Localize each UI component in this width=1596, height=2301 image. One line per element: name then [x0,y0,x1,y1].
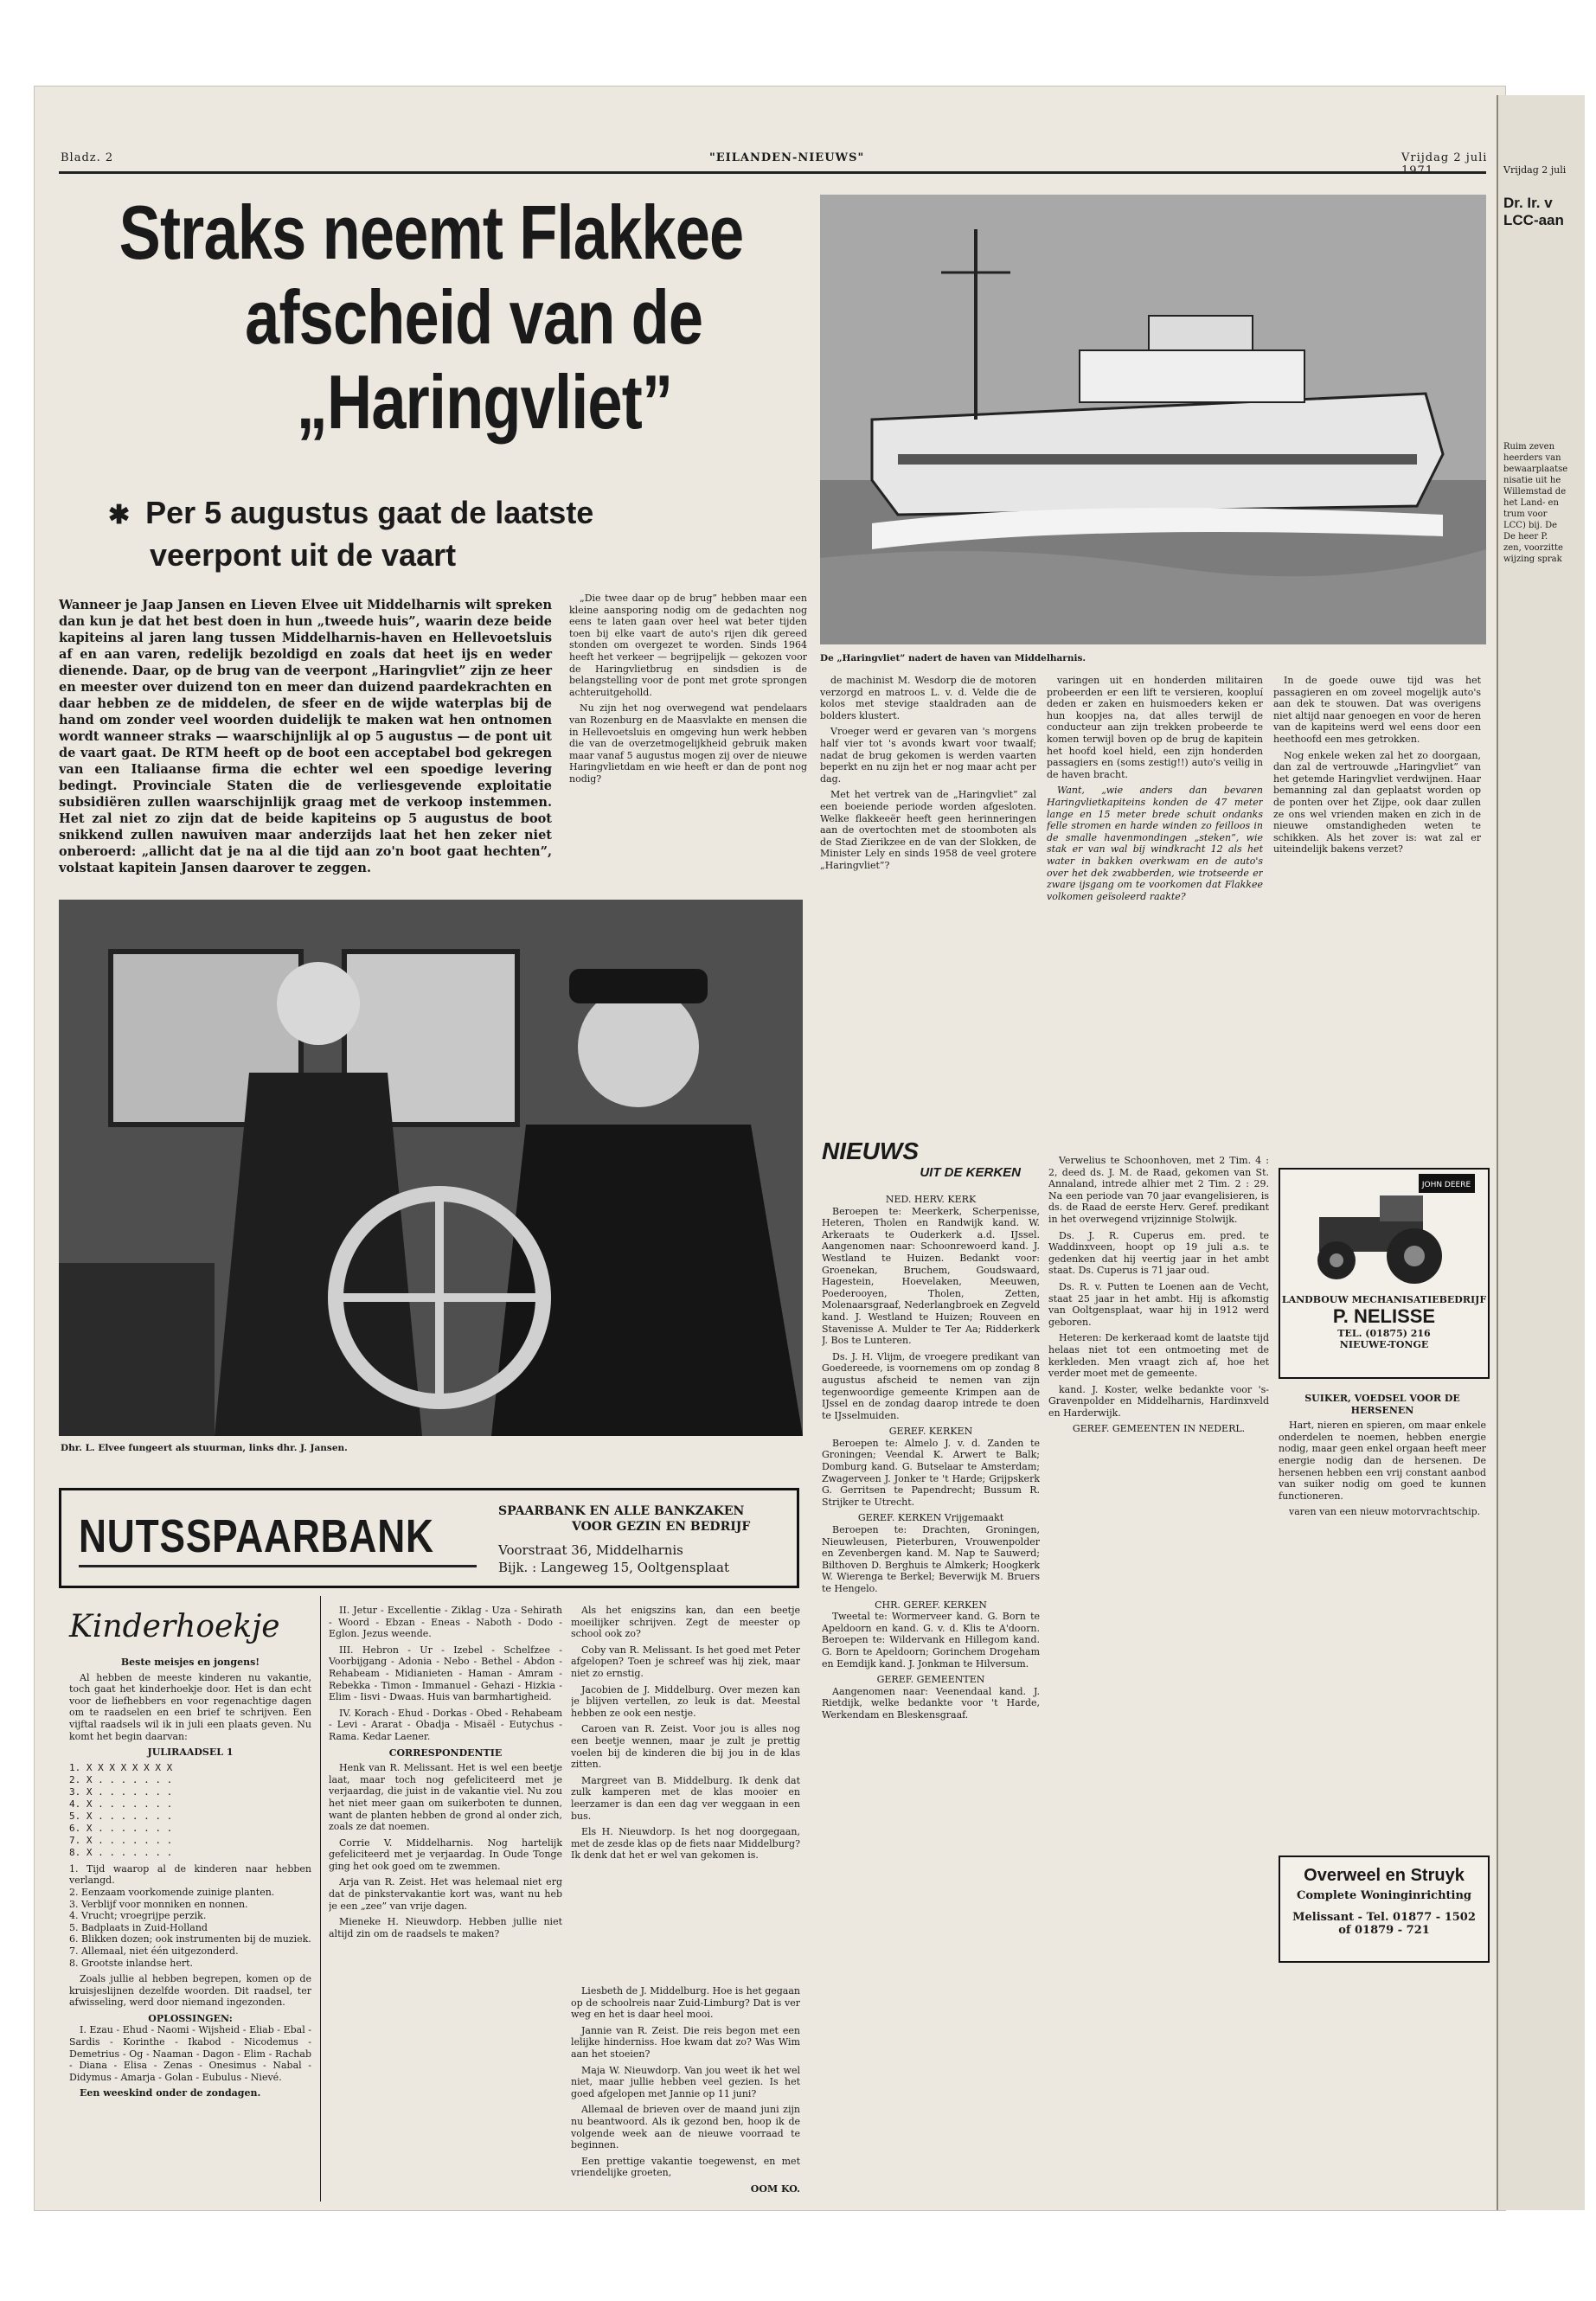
clue: 7. Allemaal, niet één uitgezonderd. [69,1945,239,1957]
kids-greeting: Beste meisjes en jongens! [120,1657,260,1668]
next-line: De heer P. [1503,532,1548,542]
column-paragraph: kand. J. Koster, welke bedankte voor 's-Gravenpolder en Middelharnis, Hardinxveld en Harderwijk. [1048,1383,1269,1419]
column-paragraph: Jacobien de J. Middelburg. Over mezen kan je blijven vertellen, zo leuk is dat. Meestal hebben ze ook een nestje. [571,1683,800,1719]
column-paragraph: Ds. J. R. Cuperus em. pred. te Waddinxveen, hoopt op 19 juli a.s. te gedenken dat hij veertig jaar in het ambt staat. Ds. Cuperus is 71 jaar oud. [1048,1229,1269,1277]
next-page-date: Vrijdag 2 juli [1503,164,1567,176]
header-rule [59,171,1486,174]
column-f [1279,1393,1486,1843]
star-icon: ✱ [108,501,131,529]
crew-illustration [59,900,803,1436]
headline-line-2: afscheid van de [245,274,703,360]
clue: 6. Blikken dozen; ook instrumenten bij de muziek. [69,1933,311,1945]
kinderhoekje-column-1 [69,1657,311,2210]
next-line: Ruim zeven [1503,442,1555,452]
kinderhoekje-column-2 [329,1605,562,2202]
subheadline [108,493,593,575]
nelisse-ad [1279,1168,1490,1379]
grid-row: 8. X . . . . . . . [69,1846,173,1858]
bank-name: NUTSSPAARBANK [79,1510,434,1562]
bank-underline [79,1565,477,1567]
ferry-illustration [820,195,1486,644]
grid-row: 1. X X X X X X X X [69,1761,173,1773]
next-line: Willemstad de [1503,487,1567,497]
sugar-title: SUIKER, VOEDSEL VOOR DE HERSENEN [1304,1393,1460,1416]
crew-photo [59,900,803,1436]
ad-company: LANDBOUW MECHANISATIEBEDRIJF [1281,1294,1487,1305]
clue: 5. Badplaats in Zuid-Holland [69,1921,208,1933]
puzzle-title: JULIRAADSEL 1 [147,1747,234,1759]
correspondentie-title: CORRESPONDENTIE [388,1747,503,1759]
column-paragraph: Els H. Nieuwdorp. Is het nog doorgegaan, met de zesde klas op de fiets naar Middelburg? Ik denk dat het er wel van gekomen is. [571,1826,800,1862]
column-paragraph: Nog enkele weken zal het zo doorgaan, dan zal de vertrouwde „Haringvliet” van het getemde Haringvliet verdwijnen. Haar bemanning zal dan geplaatst worden op de ponten over het Zijpe, ook daar zullen ze ons wel vrienden maken en zich in de nieuwe omstandigheden weten te schikken. Als het zover is: wat zal er uiteindelijk bakens verzet? [1273,749,1481,856]
headline-line-1: Straks neemt Flakkee [119,189,744,275]
column-paragraph: IV. Korach - Ehud - Dorkas - Obed - Rehabeam - Levi - Ararat - Obadja - Misaël - Eutychus - Rama. Kedar Laener. [329,1707,562,1742]
kinderhoekje-column-3 [571,1605,800,1977]
column-paragraph: Mieneke H. Nieuwdorp. Hebben jullie niet altijd zin om de raadsels te maken? [329,1916,562,1939]
column-paragraph: Caroen van R. Zeist. Voor jou is alles nog een beetje wennen, maar je zult je prettig voelen bij de kinderen die bij jou in de klas zitten. [571,1723,800,1771]
subhead-line-1: Per 5 augustus gaat de laatste [145,495,594,530]
kerk-section-body: Beroepen te: Almelo J. v. d. Zanden te Groningen; Veendal K. Arwert te Balk; Domburg kand. G. Butselaar te Amsterdam; Zwagerveen J. Jonker te 't Harde; Grijpskerk G. Gerritsen te Papendrecht; Bussum R. Strijker te Utrecht. [822,1437,1040,1508]
column-paragraph: varingen uit en honderden militairen probeerden er een lift te versieren, koopluí deden er zaken en huismoeders keken er hun koopjes na, dat alles terwijl de conducteur aan zijn trekken probeerde te komen terwijl boven op de brug de kapitein het hoofd koel hield, een zijn honderden passagiers en (soms zestig!!) auto's veilig in de haven bracht. [1047,675,1263,780]
grid-row: 5. X . . . . . . . [69,1810,173,1822]
column-paragraph: II. Jetur - Excellentie - Ziklag - Uza - Sehirath - Woord - Ebzan - Eneas - Naboth - Dodo - Eglon. Jezus weende. [329,1605,562,1640]
ad-place: NIEUWE-TONGE [1339,1339,1429,1350]
column-paragraph: Verwelius te Schoonhoven, met 2 Tim. 4 : 2, deed ds. J. M. de Raad, gekomen van St. Annaland, intrede alhier met 2 Tim. 2 : 29. Na een periode van 70 jaar evangelisieren, is ds. de Raad de eerste Herv. Geref. predikant in het overwegend vrijzinnige Stolwijk. [1048,1155,1269,1225]
page-label: Bladz. 2 [61,151,114,164]
column-e [1048,1155,1269,2206]
puzzle-grid [69,1762,311,1859]
headline-line-3: „Haringvliet” [296,359,673,445]
bank-tagline-1: SPAARBANK EN ALLE BANKZAKEN [498,1504,745,1518]
column-paragraph: Jannie van R. Zeist. Die reis begon met een lelijke hinderniss. Hoe kwam dat zo? Was Wim aan het stoeien? [571,2024,800,2060]
next-line: heerders van [1503,453,1561,463]
next-line: wijzing sprak [1503,554,1562,564]
kerk-column [822,1194,1040,2206]
next-page-head: Dr. Ir. v LCC-aan [1503,195,1564,228]
next-line: het Land- en [1503,498,1559,508]
article-lead: Wanneer je Jaap Jansen en Lieven Elvee uit Middelharnis wilt spreken dan kun je dat het best doen in hun „tweede huis”, waarin deze beide kapiteins al jaren lang tussen Middelharnis-haven en Hellevoetsluis af en aan varen, redelijk bezoldigd en zoals dat heet ijs en weder dienende. Daar, op de brug van de veerpont „Haringvliet” zijn ze heer en meester over duizend ton en meer dan duizend paardekrachten en daar hebben ze de middelen, de sfeer en de wijde waterplas bij de hand om zonder veel woorden duidelijk te maken wat hen ontnomen wordt wanneer straks — waarschijnlijk al op 5 augustus — de pont uit de vaart gaat. De RTM heeft op de boot een acceptabel bod gekregen van een Italiaanse firma die echter wel een spoedige levering bedingt. Provinciale Staten die de verliesgevende exploitatie subsidiëren zullen waarschijnlijk graag met de verkoop instemmen. Het zal niet zo zijn dat de beide kapiteins op 5 augustus de boot snikkend zullen nawuiven maar anderzijds laat het hen zeker niet onberoerd: „allicht dat je na al die tijd aan zo'n boot gaat hechten”, volstaat kapitein Jansen daarover te zeggen. [59,598,552,875]
column-subhead: GEREF. GEMEENTEN IN NEDERL. [1072,1423,1246,1435]
ferry-photo [820,195,1486,644]
grid-row: 3. X . . . . . . . [69,1785,173,1798]
paper-name: "EILANDEN-NIEUWS" [709,151,865,164]
column-paragraph: Heteren: De kerkeraad komt de laatste tijd helaas niet tot een ontmoeting met de kerkleden. Men vraagt zich af, hoe het verder moet met de gemeente. [1048,1332,1269,1380]
column-paragraph: Margreet van B. Middelburg. Ik denk dat zulk kamperen met de klas mooier en leerzamer is dan een dag ver weggaan in een bus. [571,1774,800,1822]
article-column-3 [1047,675,1263,1159]
kerk-section-body: Beroepen te: Drachten, Groningen, Nieuwleusen, Pieterburen, Vrouwenpolder en Zevenbergen kand. M. Nap te Sauwerd; Bilthoven D. Berghuis te Almkerk; Hoogkerk W. Wierenga te Berkel; Beverwijk M. Bruers te Hengelo. [822,1524,1040,1594]
kerk-section-head: GEREF. KERKEN Vrijgemaakt [857,1512,1004,1524]
column-paragraph-italic: Want, „wie anders dan bevaren Haringvlietkapiteins konden de 47 meter lange en 15 meter brede schuit ondanks felle stromen en harde winden zo feilloos in de smalle havenmondingen „steken”, wie stak er van wal bij windkracht 12 als het water in bakken overkwam en de auto's over het dek zwabberden, wie trotseerde er zware ijsgang om te voorkomen dat Flakkee volkomen geïsoleerd raakte? [1047,785,1263,902]
solution: I. Ezau - Ehud - Naomi - Wijsheid - Eliab - Ebal - Sardis - Korinthe - Ikabod - Nicodemus - Demetrius - Og - Naaman - Dagon - Elim - Rachab - Diana - Elisa - Zenas - Onesimus - Nabal - Didymus - Amarja - Golan - Eubulus - Nievé. [69,2024,311,2083]
kerk-title [822,1138,1038,1180]
kerk-section-body: Beroepen te: Meerkerk, Scherpenisse, Heteren, Tholen en Randwijk kand. W. Arkeraats te Ouderkerk a.d. IJssel. Aangenomen naar: Schoonrewoerd kand. J. Westland te Huizen. Bedankt voor: Groenekan, Bruchem, Goudswaard, Hagestein, Hoevelaken, Meeuwen, Poederooyen, Tholen, Zetten, Molenaarsgraaf, Nederlangbroek en Zegveld kand. J. Westland te Huizen; Rouveen en Stavenisse A. Mulder te Ter Aa; Ridderkerk J. Bos te Lunteren. [822,1205,1040,1347]
kerk-title-2: UIT DE KERKEN [920,1165,1021,1180]
column-paragraph: Ds. R. v. Putten te Loenen aan de Vecht, staat 25 jaar in het ambt. Hij is afkomstig van Ooltgensplaat, waar hij in 1912 werd geboren. [1048,1280,1269,1328]
brand-label: JOHN DEERE [1421,1181,1471,1189]
bank-tagline-2: VOOR GEZIN EN BEDRIJF [572,1520,751,1534]
ad2-tel2: of 01879 - 721 [1338,1924,1430,1937]
kerk-section-body: Tweetal te: Wormerveer kand. G. Born te Apeldoorn en kand. G. v. d. Klis te A'doorn. Beroepen te: Wildervank en Hillegom kand. G. Born te Apeldoorn; Gorinchem Drogeham en Eemdijk kand. J. Jonkman te Hilversum. [822,1611,1040,1670]
kids-closing: Zoals jullie al hebben begrepen, komen op de kruisjeslijnen dezelfde woorden. Dit raadsel, ter afwisseling, werd door niemand ingezonden. [69,1973,311,2009]
kerk-section-body: Aangenomen naar: Veenendaal kand. J. Rietdijk, welke bedankte voor 't Harde, Werkendam en Bleskensgraaf. [822,1685,1040,1721]
column-paragraph: Allemaal de brieven over de maand juni zijn nu beantwoord. Als ik gezond ben, hoop ik de volgende week aan de nieuwe voorraad te beginnen. [571,2104,800,2151]
column-paragraph: Vroeger werd er gevaren van 's morgens half vier tot 's avonds kwart voor twaalf; nadat de brug gekomen is werden vaarten beperkt en nu zijn het er nog maar acht per dag. [820,726,1036,785]
next-line: trum voor [1503,510,1548,519]
column-paragraph: III. Hebron - Ur - Izebel - Schelfzee - Voorbijgang - Adonia - Nebo - Bethel - Abdon - Rehabeam - Midianieten - Haman - Amram - Rebekka - Timon - Immanuel - Gehazi - Hizkia - Elim - Iisvi - Dwaas. Huis van barmhartigheid. [329,1644,562,1703]
kerk-section-head: NED. HERV. KERK [885,1194,977,1205]
clue: 3. Verblijf voor monniken en nonnen. [69,1898,248,1910]
column-paragraph: varen van een nieuw motorvrachtschip. [1289,1506,1481,1518]
bank-address-2: Bijk. : Langeweg 15, Ooltgensplaat [498,1560,729,1575]
column-paragraph: de machinist M. Wesdorp die de motoren verzorgd en matroos L. v. d. Velde die de kolos met stevige staaldraden aan de bolders klustert. [820,675,1036,721]
crew-photo-caption: Dhr. L. Elvee fungeert als stuurman, links dhr. J. Jansen. [61,1443,348,1453]
column-paragraph: Corrie V. Middelharnis. Nog hartelijk gefeliciteerd met je verjaardag. In Oude Tonge ging het ook goed om te zwemmen. [329,1836,562,1872]
ad-tel: TEL. (01875) 216 [1337,1328,1431,1339]
kinderhoekje-title: Kinderhoekje [69,1609,280,1644]
next-line: bewaarplaatse [1503,465,1568,474]
kerk-section-head: GEREF. KERKEN [888,1426,973,1438]
next-page-edge [1497,95,1585,2210]
kids-intro: Al hebben de meeste kinderen nu vakantie, toch gaat het kinderhoekje door. Het is dan echt voor de liefhebbers en voor regenachtige dagen om te raadselen en een brief te schrijven. Een vijftal raadsels wil ik in juli een plaats geven. Nu komt het begin daarvan: [69,1671,311,1742]
newspaper-page [35,87,1505,2210]
signature: OOM KO. [750,2182,800,2195]
next-line: nisatie uit he [1503,476,1561,485]
column-divider [320,1596,321,2202]
nutsspaarbank-ad [59,1488,799,1588]
column-paragraph: „Die twee daar op de brug” hebben maar een kleine aansporing nodig om de gedachten nog eens te laten gaan over heel wat beter tijden toen bij elke vaart de auto's rijen dik gereed stonden om overgezet te worden. Sinds 1964 heeft het verkeer — begrijpelijk — gekozen voor de Haringvlietbrug en sindsdien is de belangstelling voor de pont met grote sprongen achteruitgeholld. [569,593,807,698]
clue: 4. Vrucht; vroegrijpe perzik. [69,1910,207,1922]
clue: 8. Grootste inlandse hert. [69,1957,193,1969]
kerk-section-head: GEREF. GEMEENTEN [876,1674,985,1686]
overweel-struyk-ad [1279,1856,1490,1963]
article-column-4 [1273,675,1481,1159]
column-paragraph: Henk van R. Melissant. Het is wel een beetje laat, maar toch nog gefeliciteerd met je verjaardag, die juist in de vakantie viel. Nu zou het niet meer gaan om suikerboten te dunnen, want de planten hebben de grond al onder zich, zoals ze dat noemen. [329,1762,562,1833]
column-paragraph: Arja van R. Zeist. Het was helemaal niet erg dat de pinkstervakantie kort was, want nu heb je een „zee” van vrije dagen. [329,1876,562,1912]
clue: 2. Eenzaam voorkomende zuinige planten. [69,1886,275,1898]
kerk-section-body: Ds. J. H. Vlijm, de vroegere predikant van Goedereede, is voornemens om op zondag 8 augustus afscheid te nemen van zijn tegenwoordige gemeente Krimpen aan de IJssel en de zondag daarop intrede te doen te IJsselmuiden. [822,1350,1040,1421]
ad2-tel: Melissant - Tel. 01877 - 1502 [1292,1911,1476,1924]
grid-row: 4. X . . . . . . . [69,1798,173,1810]
tractor-icon [1285,1170,1484,1291]
column-paragraph: In de goede ouwe tijd was het passagieren en om zoveel mogelijk auto's aan dek te stouwen. Dat was overigens niet altijd naar genoegen en voor de heren van de kapiteins werd wel eens door een heethoofd een mes getrokken. [1273,675,1481,745]
clue: 1. Tijd waarop al de kinderen naar hebben verlangd. [69,1862,311,1887]
column-paragraph: Als het enigszins kan, dan een beetje moeilijker schrijven. Zegt de meester op school ook zo? [571,1605,800,1640]
ad-name: P. NELISSE [1332,1305,1436,1327]
ferry-photo-caption: De „Haringvliet” nadert de haven van Middelharnis. [820,653,1086,663]
next-line: zen, voorzitte [1503,543,1563,553]
column-paragraph: Een prettige vakantie toegewenst, en met vriendelijke groeten, [571,2155,800,2179]
subhead-line-2: veerpont uit de vaart [150,537,457,573]
column-paragraph: Hart, nieren en spieren, om maar enkele onderdelen te noemen, hebben energie nodig, maar geen enkel orgaan heeft meer energie nodig dan de hersenen. De hersenen hebben een vrij constant aanbod van suiker nodig om goed te kunnen functioneren. [1279,1420,1486,1502]
grid-row: 7. X . . . . . . . [69,1834,173,1846]
page-date: Vrijdag 2 juli [1401,151,1488,164]
kerk-title-1: NIEUWS [822,1138,919,1164]
solution: Een weeskind onder de zondagen. [80,2087,261,2099]
article-column-2 [820,675,1036,1159]
column-paragraph: Maja W. Nieuwdorp. Van jou weet ik het wel niet, maar jullie hebben veel gezien. Is het goed afgelopen met Jannie op 11 juni? [571,2064,800,2099]
grid-row: 6. X . . . . . . . [69,1822,173,1834]
column-paragraph: Nu zijn het nog overwegend wat pendelaars van Rozenburg en de Maasvlakte en mensen die in Hellevoetsluis en omgeving hun werk hebben die van de overzetmogelijkheid gebruik maken maar vanaf 5 augustus mogen zij over de nieuwe Haringvlietdam en wie heeft er dan de pont nog nodig? [569,702,807,785]
column-paragraph: Coby van R. Melissant. Is het goed met Peter afgelopen? Toen je schreef was hij ziek, maar niet zo ernstig. [571,1644,800,1679]
next-line: LCC) bij. De [1503,521,1558,530]
grid-row: 2. X . . . . . . . [69,1773,173,1785]
ad2-sub: Complete Woninginrichting [1296,1889,1472,1902]
column-d [571,1985,800,2206]
solutions-title: OPLOSSINGEN: [148,2012,233,2024]
kerk-section-head: CHR. GEREF. KERKEN [875,1599,987,1611]
puzzle-clues [69,1863,311,1969]
column-paragraph: Met het vertrek van de „Haringvliet” zal een boeiende periode worden afgesloten. Welke flakkeeër heeft geen herinneringen aan de overtochten met de stoomboten als de Stad Zierikzee en de van der Slokken, de Minister Lely en sinds 1958 de veel grotere „Haringvliet”? [820,789,1036,871]
bank-address-1: Voorstraat 36, Middelharnis [498,1542,683,1558]
ad2-name: Overweel en Struyk [1304,1866,1465,1885]
column-paragraph: Liesbeth de J. Middelburg. Hoe is het gegaan op de schoolreis naar Zuid-Limburg? Dat is ver weg en het is daar heel mooi. [571,1985,800,2021]
main-headline [59,190,804,445]
next-page-lines [1503,441,1583,565]
